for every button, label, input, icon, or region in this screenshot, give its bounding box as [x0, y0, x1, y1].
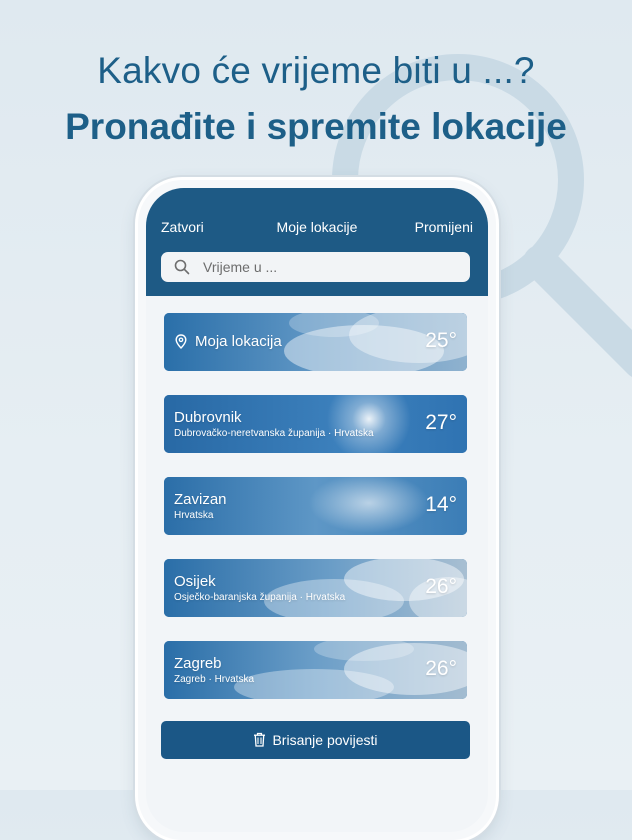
headline-question: Kakvo će vrijeme biti u ...?	[97, 50, 535, 91]
search-input[interactable]	[203, 252, 453, 282]
location-temperature: 25°	[425, 329, 457, 352]
location-temperature: 26°	[425, 657, 457, 680]
location-card-dubrovnik[interactable]	[164, 395, 467, 453]
clear-history-label: Brisanje povijesti	[272, 732, 378, 748]
close-button[interactable]: Zatvori	[161, 219, 204, 235]
location-card-zavizan[interactable]	[164, 477, 467, 535]
location-name: Osijek	[174, 573, 216, 590]
location-region: Osječko-baranjska županija · Hrvatska	[174, 592, 346, 603]
location-card-zagreb[interactable]	[164, 641, 467, 699]
location-temperature: 27°	[425, 411, 457, 434]
location-name: Moja lokacija	[195, 333, 282, 350]
search-bar[interactable]	[161, 252, 470, 282]
trash-icon	[253, 732, 266, 747]
phone-screen	[146, 188, 488, 832]
location-name: Zavizan	[174, 491, 227, 508]
search-icon	[174, 259, 190, 275]
location-pin-icon	[175, 334, 187, 349]
location-card-osijek[interactable]	[164, 559, 467, 617]
screen-title: Moje lokacije	[276, 219, 358, 235]
location-region: Zagreb · Hrvatska	[174, 674, 255, 685]
phone-frame	[138, 180, 496, 840]
headline-subtitle: Pronađite i spremite lokacije	[65, 106, 567, 147]
location-temperature: 26°	[425, 575, 457, 598]
top-bar	[146, 188, 488, 296]
location-card-current[interactable]	[164, 313, 467, 371]
edit-button[interactable]: Promijeni	[414, 219, 473, 235]
location-temperature: 14°	[425, 493, 457, 516]
location-name: Dubrovnik	[174, 409, 242, 426]
clear-history-button[interactable]	[161, 721, 470, 759]
location-region: Hrvatska	[174, 510, 214, 521]
location-name: Zagreb	[174, 655, 222, 672]
location-region: Dubrovačko-neretvanska županija · Hrvatska	[174, 428, 374, 439]
